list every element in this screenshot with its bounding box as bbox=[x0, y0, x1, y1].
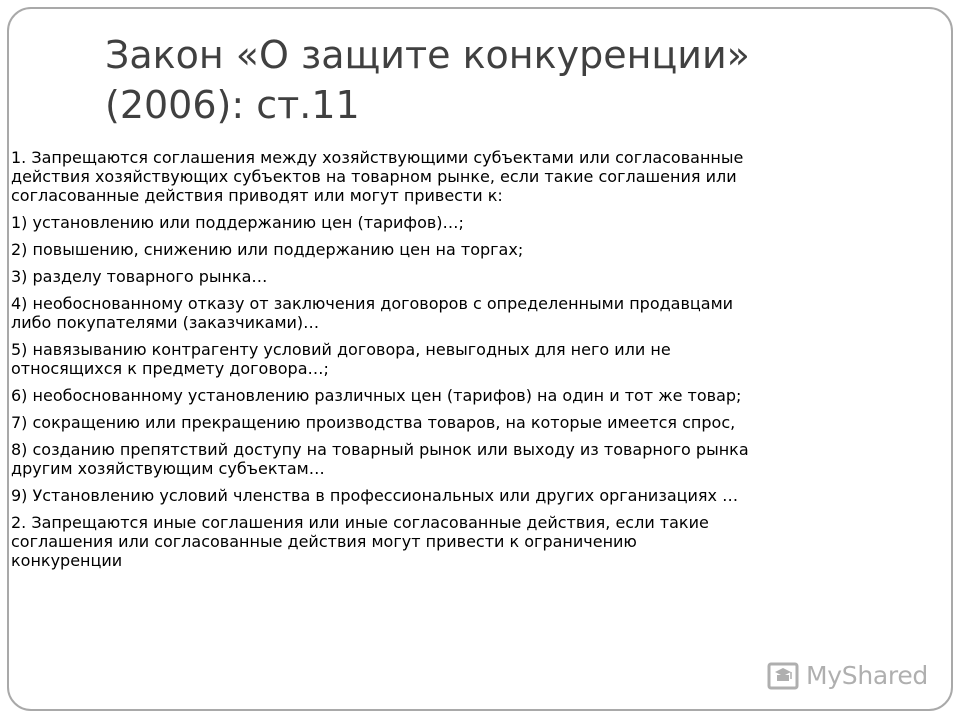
paragraph-line: согласованные действия приводят или могут привести к: bbox=[11, 186, 503, 205]
paragraph-line: 9) Установлению условий членства в профессиональных или других организациях … bbox=[11, 486, 739, 505]
watermark-text: MyShared bbox=[806, 660, 928, 690]
mortarboard-logo-icon bbox=[766, 658, 800, 692]
paragraph-line: 7) сокращению или прекращению производства товаров, на которые имеется спрос, bbox=[11, 413, 736, 432]
paragraph-line: соглашения или согласованные действия могут привести к ограничению bbox=[11, 532, 637, 551]
paragraph-line: конкуренции bbox=[11, 551, 123, 570]
watermark bbox=[766, 655, 928, 695]
paragraph bbox=[11, 148, 911, 205]
paragraph-line: 1) установлению или поддержанию цен (тарифов)…; bbox=[11, 213, 464, 232]
paragraph bbox=[11, 440, 911, 478]
paragraph bbox=[11, 386, 911, 405]
paragraph-line: 1. Запрещаются соглашения между хозяйствующими субъектами или согласованные bbox=[11, 148, 744, 167]
paragraph bbox=[11, 513, 911, 570]
slide-title-line: Закон «О защите конкуренции» bbox=[105, 33, 750, 77]
paragraph-line: другим хозяйствующим субъектам… bbox=[11, 459, 325, 478]
paragraph-line: относящихся к предмету договора…; bbox=[11, 359, 329, 378]
paragraph-line: 5) навязыванию контрагенту условий договора, невыгодных для него или не bbox=[11, 340, 671, 359]
paragraph-line: 2. Запрещаются иные соглашения или иные согласованные действия, если такие bbox=[11, 513, 709, 532]
paragraph-line: либо покупателями (заказчиками)… bbox=[11, 313, 320, 332]
paragraph-line: 6) необоснованному установлению различных цен (тарифов) на один и тот же товар; bbox=[11, 386, 742, 405]
paragraph bbox=[11, 340, 911, 378]
slide-title-line: (2006): ст.11 bbox=[105, 83, 360, 127]
paragraph bbox=[11, 267, 911, 286]
paragraph-line: 8) созданию препятствий доступу на товарный рынок или выходу из товарного рынка bbox=[11, 440, 749, 459]
paragraph bbox=[11, 413, 911, 432]
paragraph bbox=[11, 240, 911, 259]
paragraph bbox=[11, 213, 911, 232]
paragraph bbox=[11, 486, 911, 505]
paragraph-line: 2) повышению, снижению или поддержанию цен на торгах; bbox=[11, 240, 524, 259]
paragraph-line: 3) разделу товарного рынка… bbox=[11, 267, 268, 286]
slide-body bbox=[11, 148, 911, 578]
slide-title bbox=[105, 30, 885, 130]
paragraph-line: 4) необоснованному отказу от заключения договоров с определенными продавцами bbox=[11, 294, 734, 313]
paragraph bbox=[11, 294, 911, 332]
paragraph-line: действия хозяйствующих субъектов на товарном рынке, если такие соглашения или bbox=[11, 167, 737, 186]
